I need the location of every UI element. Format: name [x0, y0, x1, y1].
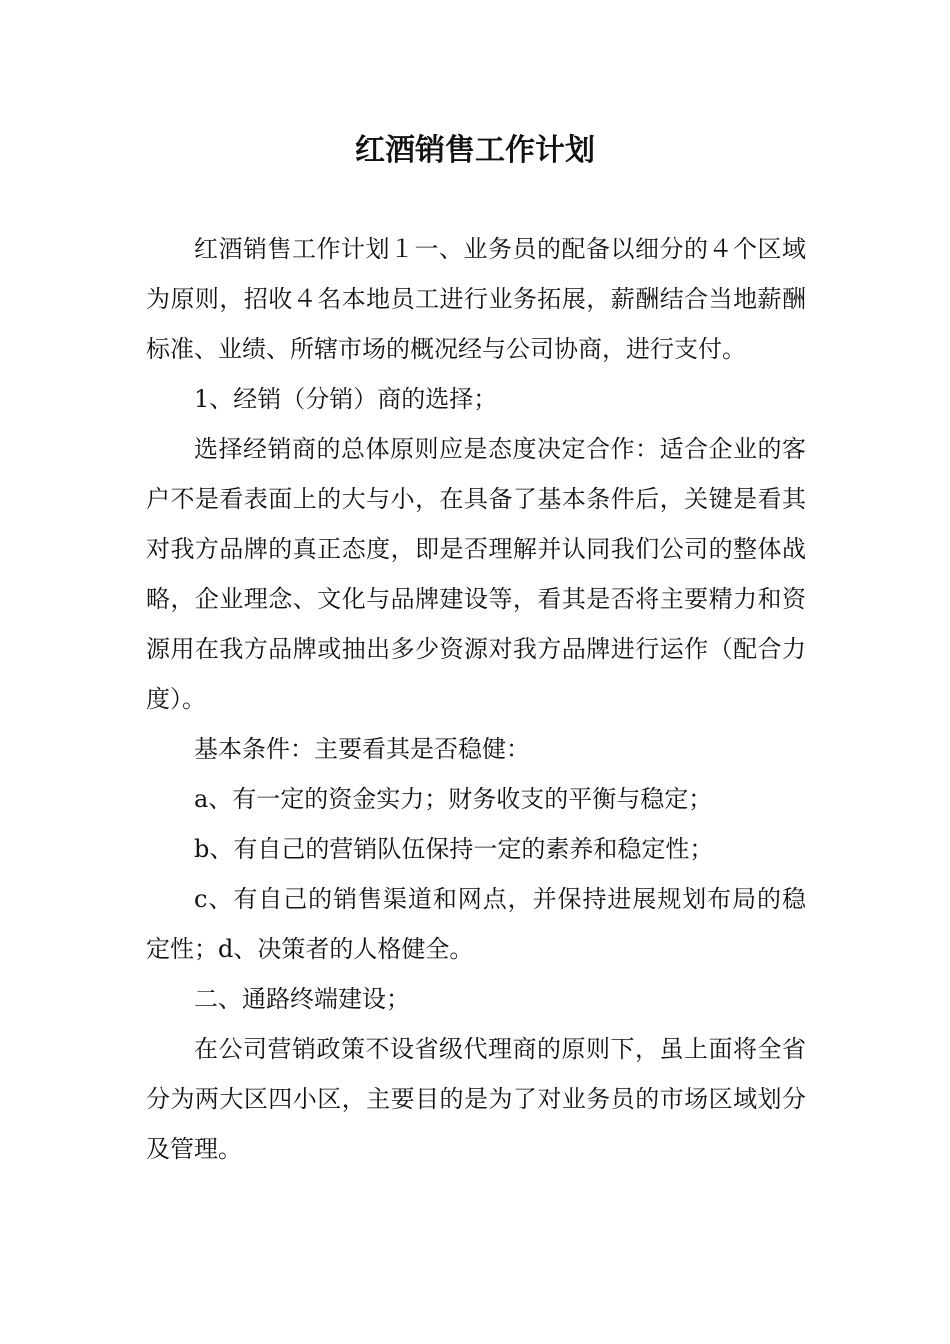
document-body [146, 224, 806, 1174]
paragraph: 基本条件：主要看其是否稳健： [194, 735, 530, 763]
paragraph: c、有自己的销售渠道和网点，并保持进展规划布局的稳定性；d、决策者的人格健全。 [146, 885, 806, 963]
paragraph: a、有一定的资金实力；财务收支的平衡与稳定； [194, 785, 713, 813]
paragraph: 在公司营销政策不设省级代理商的原则下，虽上面将全省分为两大区四小区，主要目的是为了对业务员的市场区域划分及管理。 [146, 1035, 806, 1163]
paragraph: 1、经销（分销）商的选择； [194, 385, 498, 413]
paragraph: b、有自己的营销队伍保持一定的素养和稳定性； [194, 835, 714, 863]
paragraph: 二、通路终端建设； [194, 985, 410, 1013]
paragraph: 红酒销售工作计划１一、业务员的配备以细分的４个区域为原则，招收４名本地员工进行业务拓展，薪酬结合当地薪酬标准、业绩、所辖市场的概况经与公司协商，进行支付。 [146, 235, 806, 363]
paragraph: 选择经销商的总体原则应是态度决定合作：适合企业的客户不是看表面上的大与小，在具备了基本条件后，关键是看其对我方品牌的真正态度，即是否理解并认同我们公司的整体战略，企业理念、文化与品牌建设等，看其是否将主要精力和资源用在我方品牌或抽出多少资源对我方品牌进行运作（配合力度）。 [146, 435, 806, 713]
document-title: 红酒销售工作计划 [355, 133, 595, 168]
